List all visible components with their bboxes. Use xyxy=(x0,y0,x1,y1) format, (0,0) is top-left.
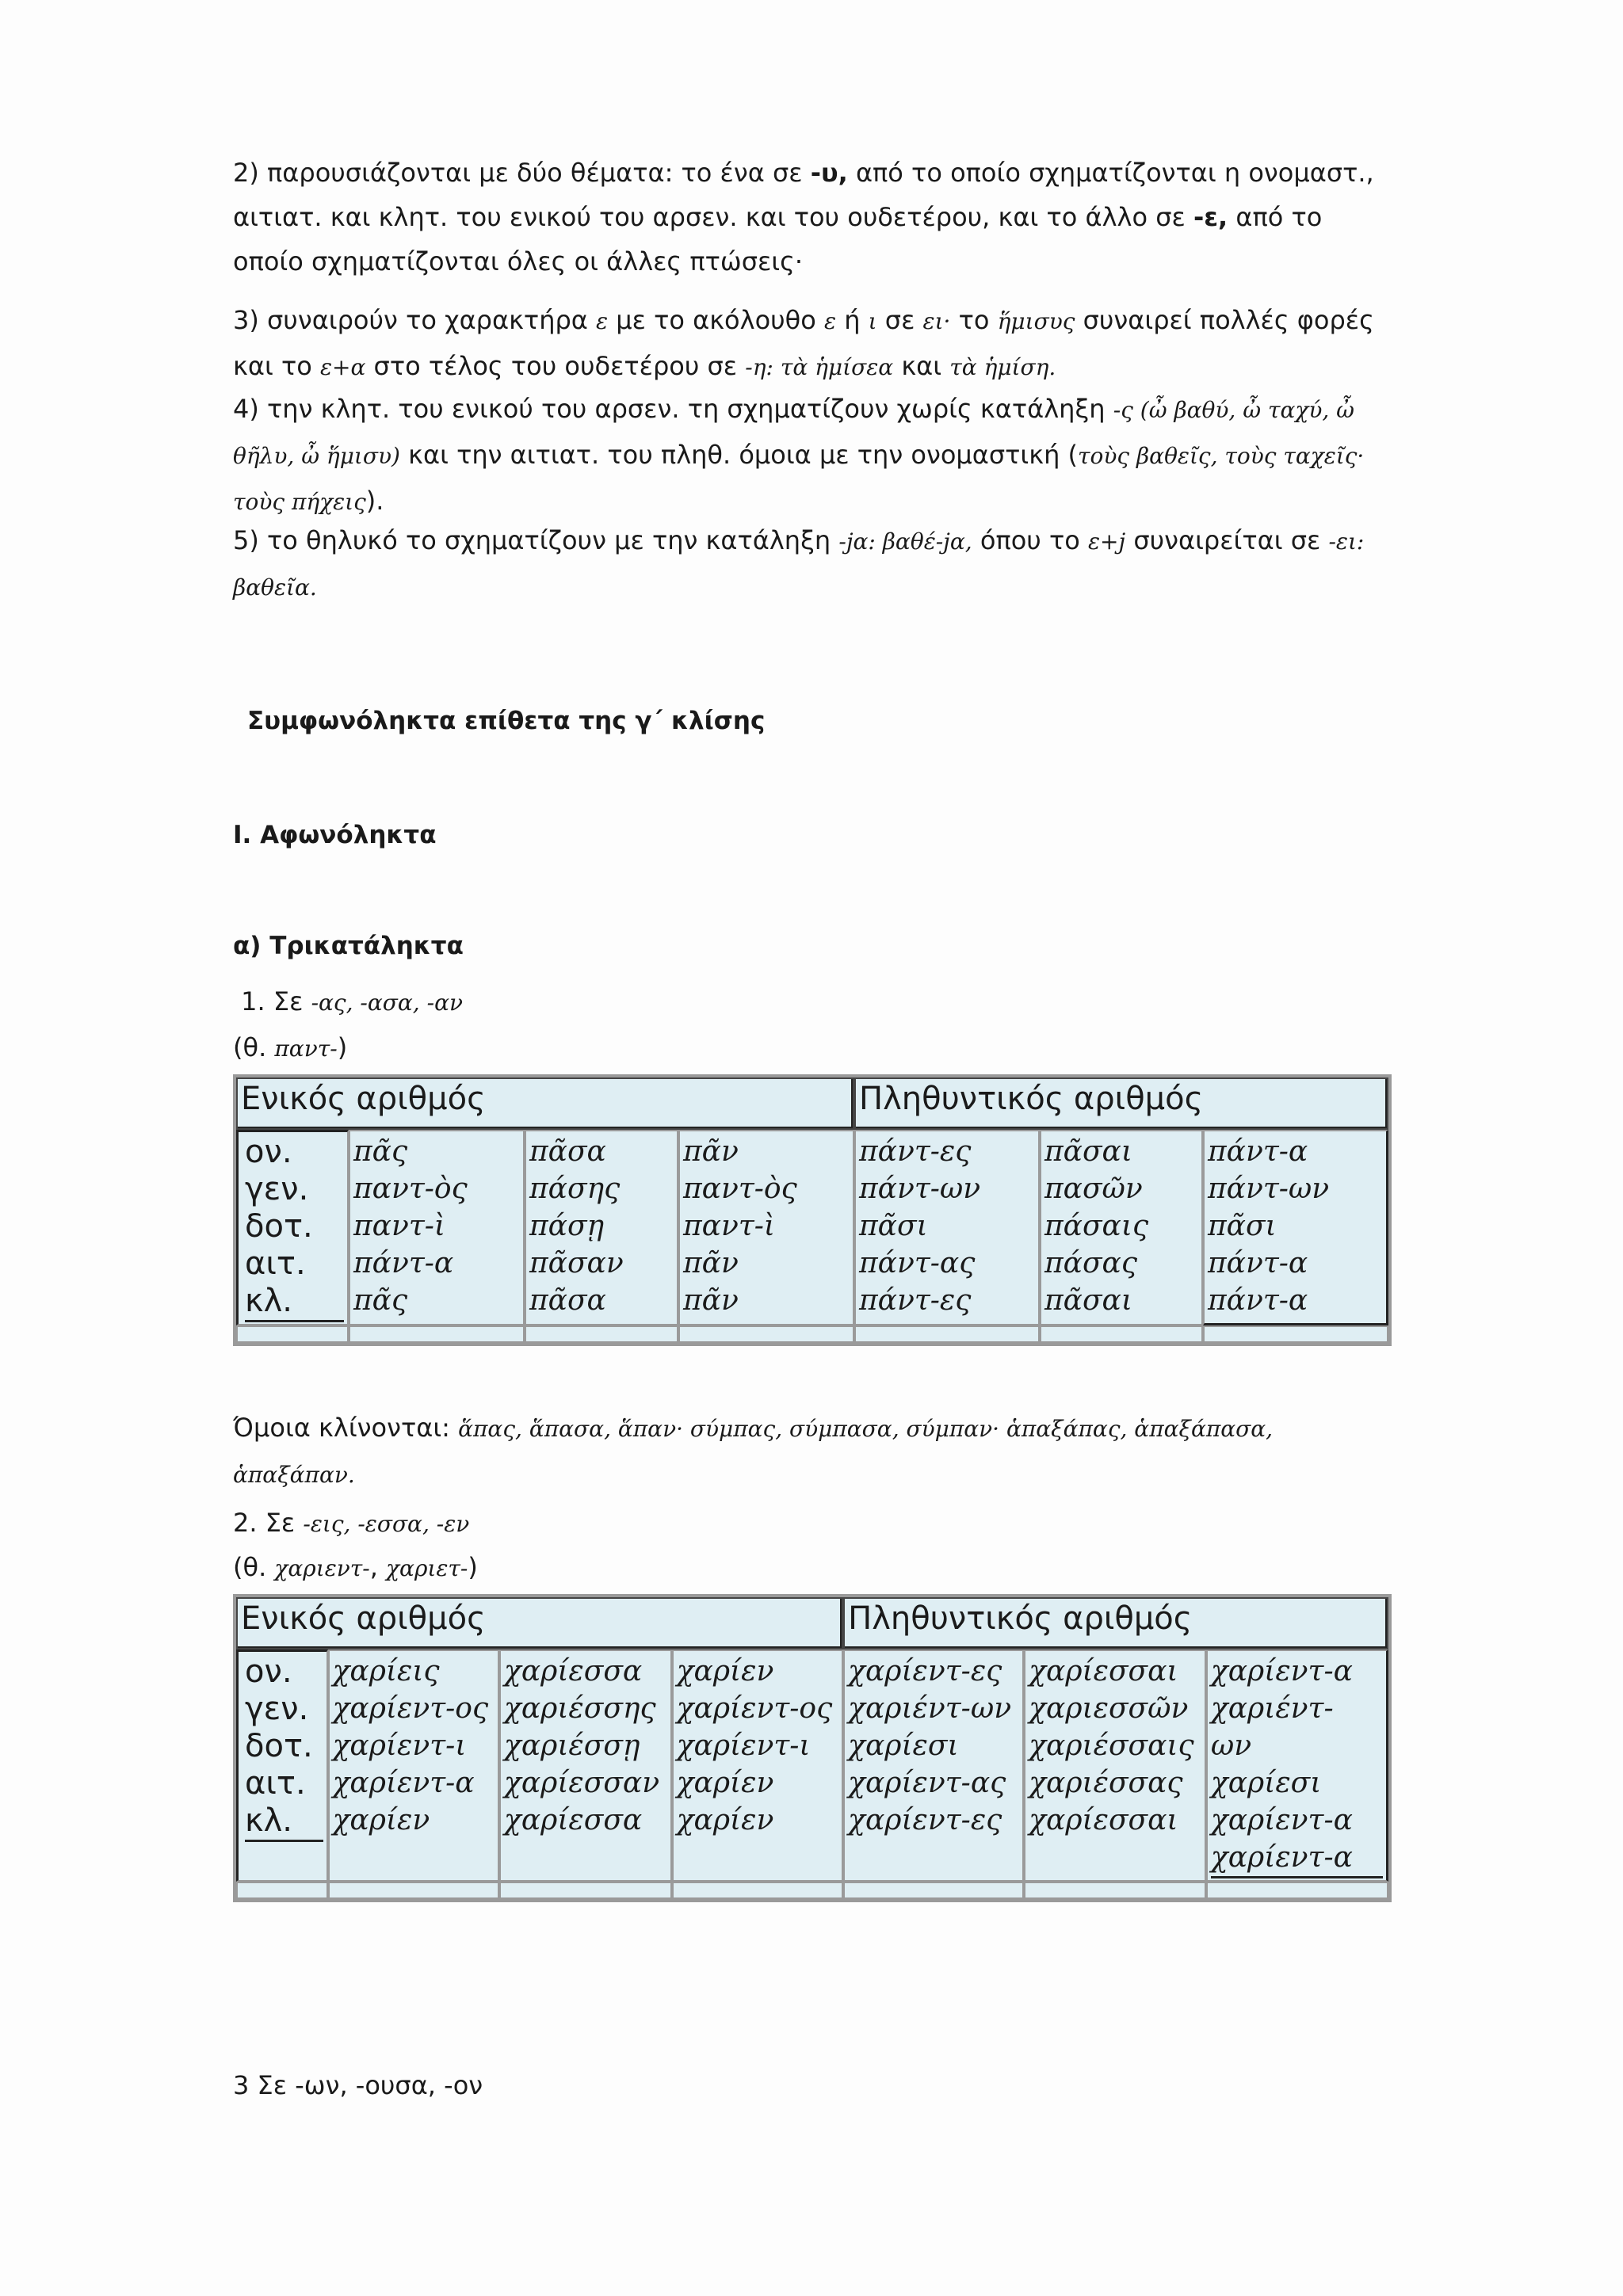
similar-declension-note: Όμοια κλίνονται: ἅπας, ἅπασα, ἅπαν· σύμπας, σύμπασα, σύμπαν· ἁπαξάπας, ἁπαξάπασα, ἁπαξάπαν. xyxy=(233,1413,1274,1488)
declension-table-charieis xyxy=(233,1594,1392,1902)
table-column: πᾶν παντ-ὸς παντ-ὶ πᾶν πᾶν xyxy=(678,1130,854,1325)
item-1-label: 1. Σε -ας, -ασα, -αν xyxy=(241,986,463,1016)
paragraph-5: 5) το θηλυκό το σχηματίζουν με την κατάληξη -jα: βαθέ-jα, όπου το ε+j συναιρείται σε -ει: βαθεῖα. xyxy=(233,525,1365,601)
header-singular: Ενικός αριθμός xyxy=(236,1077,854,1130)
paragraph-2: 2) παρουσιάζονται με δύο θέματα: το ένα σε -υ, από το οποίο σχηματίζονται η ονομαστ., αιτιατ. και κλητ. του ενικού του αρσεν. και του ουδετέρου, και το άλλο σε -ε, από το οποίο σχηματίζονται όλες οι άλλες πτώσεις· xyxy=(233,158,1374,277)
table-column: πάντ-α πάντ-ων πᾶσι πάντ-α πάντ-α xyxy=(1203,1130,1388,1325)
item-3-label: 3 Σε -ων, -ουσα, -ον xyxy=(233,2070,483,2100)
table-column: χαρίεις χαρίεντ-ος χαρίεντ-ι χαρίεντ-α χαρίεν xyxy=(328,1650,499,1882)
case-labels: ον. γεν. δοτ. αιτ. κλ. xyxy=(236,1130,349,1325)
table-column: χαρίεντ-ες χαριέντ-ων χαρίεσι χαρίεντ-ας χαρίεντ-ες xyxy=(843,1650,1024,1882)
table-column: πᾶς παντ-ὸς παντ-ὶ πάντ-α πᾶς xyxy=(349,1130,525,1325)
section-heading: Συμφωνόληκτα επίθετα της γ΄ κλίσης xyxy=(247,707,766,735)
table-column: χαρίεσσα χαριέσσης χαριέσσῃ χαρίεσσαν χαρίεσσα xyxy=(499,1650,672,1882)
header-plural: Πληθυντικός αριθμός xyxy=(854,1077,1388,1130)
paragraph-4: 4) την κλητ. του ενικού του αρσεν. τη σχηματίζουν χωρίς κατάληξη -ς (ὦ βαθύ, ὦ ταχύ, ὦ θῆλυ, ὦ ἥμισυ) και την αιτιατ. του πληθ. όμοια με την ονομαστική (τοὺς βαθεῖς, τοὺς ταχεῖς· τοὺς πήχεις). xyxy=(233,394,1365,516)
table-column: πάντ-ες πάντ-ων πᾶσι πάντ-ας πάντ-ες xyxy=(854,1130,1040,1325)
subheading-aphonoleta: I. Αφωνόληκτα xyxy=(233,821,437,849)
header-plural: Πληθυντικός αριθμός xyxy=(843,1597,1388,1650)
header-singular: Ενικός αριθμός xyxy=(236,1597,843,1650)
table-column: πᾶσαι πασῶν πάσαις πάσας πᾶσαι xyxy=(1040,1130,1203,1325)
table-column: χαρίεν χαρίεντ-ος χαρίεντ-ι χαρίεν χαρίεν xyxy=(672,1650,843,1882)
case-labels: ον. γεν. δοτ. αιτ. κλ. xyxy=(236,1650,328,1882)
item-2-theme: (θ. χαριεντ-, χαριετ-) xyxy=(233,1552,478,1582)
paragraph-3: 3) συναιρούν το χαρακτήρα ε με το ακόλουθο ε ή ι σε ει· το ἥμισυς συναιρεί πολλές φορές και το ε+α στο τέλος του ουδετέρου σε -η: τὰ ἡμίσεα και τὰ ἡμίση. xyxy=(233,305,1374,381)
subheading-trikatalikta: α) Τρικατάληκτα xyxy=(233,932,464,960)
item-2-label: 2. Σε -εις, -εσσα, -εν xyxy=(233,1508,470,1538)
declension-table-pas xyxy=(233,1074,1392,1346)
item-1-theme: (θ. παντ-) xyxy=(233,1032,348,1062)
table-column: χαρίεντ-α χαριέντ- ων χαρίεσι χαρίεντ-α χαρίεντ-α xyxy=(1206,1650,1388,1882)
table-column: χαρίεσσαι χαριεσσῶν χαριέσσαις χαριέσσας χαρίεσσαι xyxy=(1024,1650,1206,1882)
table-column: πᾶσα πάσης πάσῃ πᾶσαν πᾶσα xyxy=(525,1130,678,1325)
